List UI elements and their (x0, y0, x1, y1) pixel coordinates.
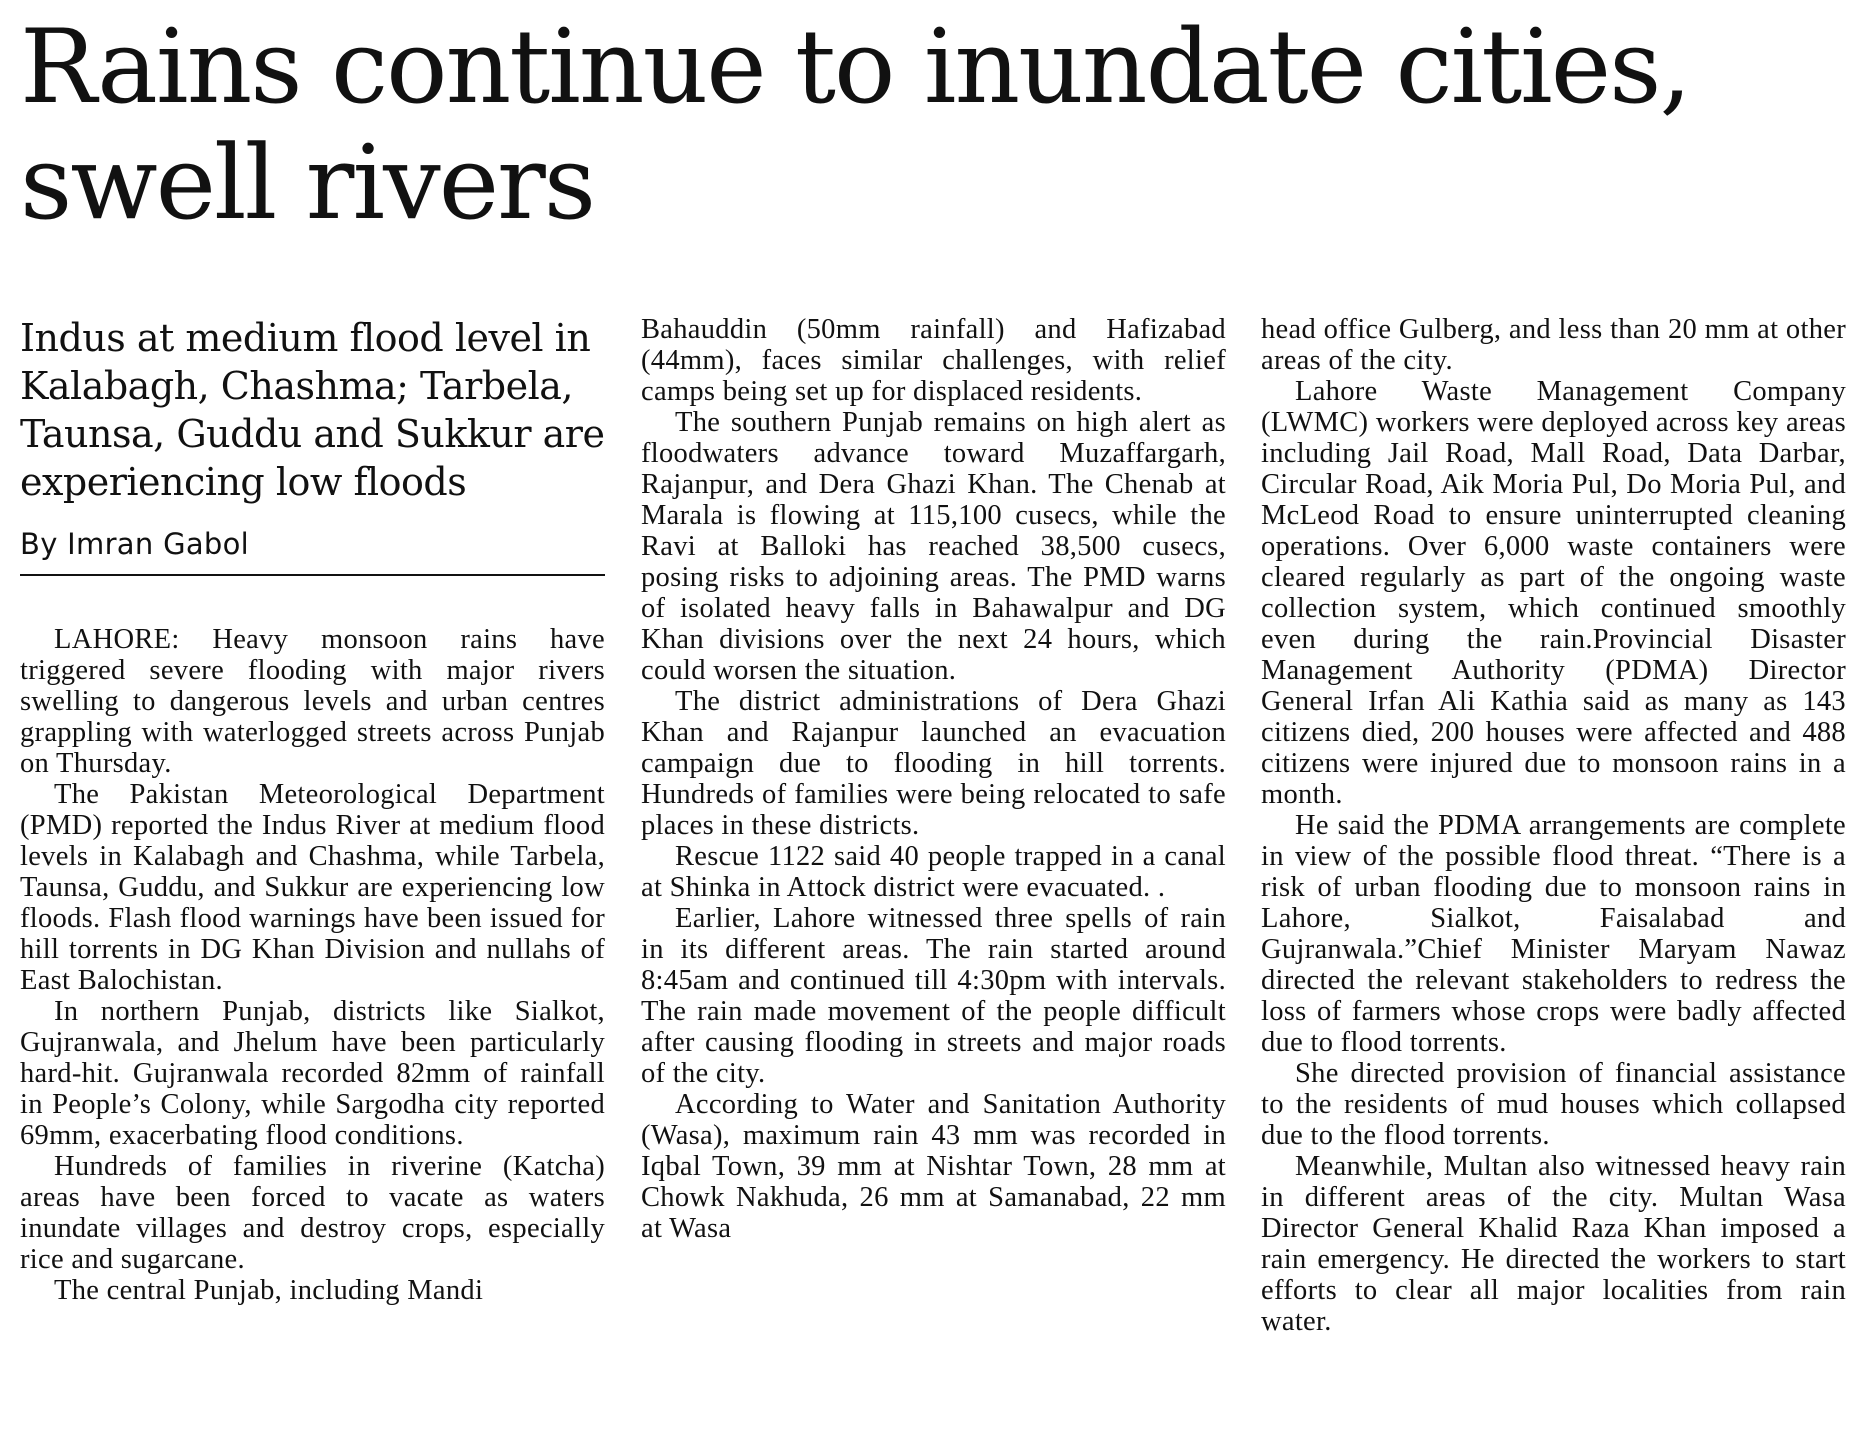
paragraph: Lahore Waste Management Company (LWMC) workers were deployed across key areas including Jail Road, Mall Road, Data Darbar, Circular Road, Aik Moria Pul, Do Moria Pul, and McLeod Road to ensure uninterrupted cleaning operations. Over 6,000 waste containers were cleared regularly as part of the ongoing waste collection system, which continued smoothly even during the rain.Provincial Disaster Management Authority (PDMA) Director General Irfan Ali Kathia said as many as 143 citizens died, 200 houses were affected and 488 citizens were injured due to monsoon rains in a month. (1261, 376, 1846, 810)
article-column-1 (20, 314, 605, 1439)
byline-divider (20, 574, 605, 576)
paragraph: Hundreds of families in riverine (Katcha) areas have been forced to vacate as waters inundate villages and destroy crops, especially rice and sugarcane. (20, 1151, 605, 1275)
paragraph: He said the PDMA arrangements are complete in view of the possible flood threat. “There is a risk of urban flooding due to monsoon rains in Lahore, Sialkot, Faisalabad and Gujranwala.”Chief Minister Maryam Nawaz directed the relevant stakeholders to redress the loss of farmers whose crops were badly affected due to flood torrents. (1261, 810, 1846, 1058)
paragraph: She directed provision of financial assistance to the residents of mud houses which collapsed due to the flood torrents. (1261, 1058, 1846, 1151)
byline: By Imran Gabol (20, 527, 250, 561)
article-column-2 (641, 314, 1226, 1439)
paragraph: The Pakistan Meteorological Department (PMD) reported the Indus River at medium flood levels in Kalabagh and Chashma, while Tarbela, Taunsa, Guddu, and Sukkur are experiencing low floods. Flash flood warnings have been issued for hill torrents in DG Khan Division and nullahs of East Balochistan. (20, 779, 605, 996)
paragraph: Meanwhile, Multan also witnessed heavy rain in different areas of the city. Multan Wasa Director General Khalid Raza Khan imposed a rain emergency. He directed the workers to start efforts to clear all major localities from rain water. (1261, 1151, 1846, 1337)
paragraph-continued: head office Gulberg, and less than 20 mm at other areas of the city. (1261, 314, 1846, 376)
paragraph: Rescue 1122 said 40 people trapped in a canal at Shinka in Attock district were evacuated. . (641, 841, 1226, 903)
paragraph-continued: Bahauddin (50mm rainfall) and Hafizabad (44mm), faces similar challenges, with relief camps being set up for displaced residents. (641, 314, 1226, 407)
deck-subheadline: Indus at medium flood level in Kalabagh, Chashma; Tarbela, Taunsa, Guddu and Sukkur are experiencing low floods (20, 316, 605, 504)
paragraph: LAHORE: Heavy monsoon rains have triggered severe flooding with major rivers swelling to dangerous levels and urban centres grappling with waterlogged streets across Punjab on Thursday. (20, 624, 605, 779)
paragraph: Earlier, Lahore witnessed three spells of rain in its different areas. The rain started around 8:45am and continued till 4:30pm with intervals. The rain made movement of the people difficult after causing flooding in streets and major roads of the city. (641, 903, 1226, 1089)
paragraph: The district administrations of Dera Ghazi Khan and Rajanpur launched an evacuation campaign due to flooding in hill torrents. Hundreds of families were being relocated to safe places in these districts. (641, 686, 1226, 841)
headline: Rains continue to inundate cities, swell rivers (20, 8, 1690, 243)
paragraph: According to Water and Sanitation Authority (Wasa), maximum rain 43 mm was recorded in Iqbal Town, 39 mm at Nishtar Town, 28 mm at Chowk Nakhuda, 26 mm at Samanabad, 22 mm at Wasa (641, 1089, 1226, 1244)
article-column-3 (1261, 314, 1846, 1439)
paragraph: In northern Punjab, districts like Sialkot, Gujranwala, and Jhelum have been particularly hard-hit. Gujranwala recorded 82mm of rainfall in People’s Colony, while Sargodha city reported 69mm, exacerbating flood conditions. (20, 996, 605, 1151)
paragraph: The southern Punjab remains on high alert as floodwaters advance toward Muzaffargarh, Rajanpur, and Dera Ghazi Khan. The Chenab at Marala is flowing at 115,100 cusecs, while the Ravi at Balloki has reached 38,500 cusecs, posing risks to adjoining areas. The PMD warns of isolated heavy falls in Bahawalpur and DG Khan divisions over the next 24 hours, which could worsen the situation. (641, 407, 1226, 686)
paragraph: The central Punjab, including Mandi (54, 1275, 484, 1306)
